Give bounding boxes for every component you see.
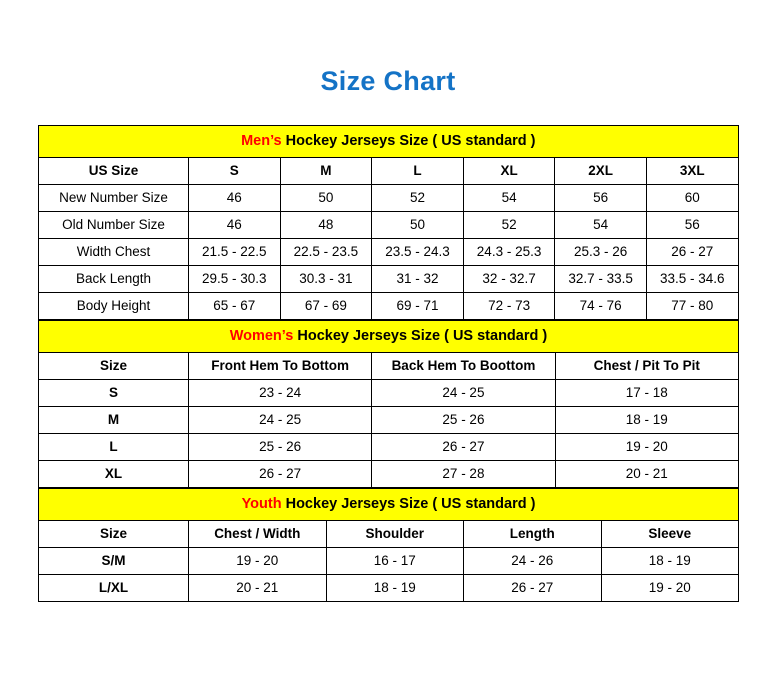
youth-heading-accent: Youth [241, 496, 282, 512]
mens-row-label: Width Chest [39, 239, 189, 266]
table-row [39, 212, 739, 239]
womens-row-label: L [39, 434, 189, 461]
youth-col-1: Chest / Width [189, 521, 327, 548]
mens-heading-cell [39, 126, 739, 158]
mens-cell: 69 - 71 [372, 293, 464, 320]
youth-col-2: Shoulder [326, 521, 464, 548]
womens-cell: 19 - 20 [555, 434, 738, 461]
womens-cell: 24 - 25 [189, 407, 372, 434]
mens-col-2: M [280, 158, 372, 185]
youth-cell: 20 - 21 [189, 575, 327, 602]
table-row [39, 407, 739, 434]
womens-heading-accent: Women’s [229, 328, 294, 344]
mens-cell: 56 [646, 212, 738, 239]
youth-heading-cell [39, 489, 739, 521]
youth-col-4: Sleeve [601, 521, 739, 548]
youth-cell: 26 - 27 [464, 575, 602, 602]
mens-cell: 54 [463, 185, 555, 212]
mens-cell: 33.5 - 34.6 [646, 266, 738, 293]
womens-cell: 25 - 26 [372, 407, 555, 434]
mens-cell: 22.5 - 23.5 [280, 239, 372, 266]
page-title: Size Chart [320, 66, 456, 96]
mens-cell: 52 [372, 185, 464, 212]
youth-column-header-row [39, 521, 739, 548]
mens-cell: 32.7 - 33.5 [555, 266, 647, 293]
mens-cell: 46 [189, 185, 281, 212]
mens-cell: 26 - 27 [646, 239, 738, 266]
youth-section-heading [39, 489, 739, 521]
mens-section-heading [39, 126, 739, 158]
table-row [39, 185, 739, 212]
womens-row-label: XL [39, 461, 189, 488]
mens-cell: 52 [463, 212, 555, 239]
youth-row-label: L/XL [39, 575, 189, 602]
table-row [39, 548, 739, 575]
womens-cell: 26 - 27 [372, 434, 555, 461]
mens-col-4: XL [463, 158, 555, 185]
mens-cell: 56 [555, 185, 647, 212]
womens-heading-cell [39, 321, 739, 353]
youth-cell: 19 - 20 [601, 575, 739, 602]
womens-cell: 17 - 18 [555, 380, 738, 407]
mens-heading-rest: Hockey Jerseys Size ( US standard ) [281, 133, 536, 149]
womens-size-table [38, 320, 739, 488]
table-row [39, 380, 739, 407]
youth-cell: 19 - 20 [189, 548, 327, 575]
youth-cell: 18 - 19 [601, 548, 739, 575]
table-row [39, 293, 739, 320]
mens-cell: 30.3 - 31 [280, 266, 372, 293]
womens-col-3: Chest / Pit To Pit [555, 353, 738, 380]
mens-cell: 54 [555, 212, 647, 239]
mens-cell: 31 - 32 [372, 266, 464, 293]
table-row [39, 575, 739, 602]
womens-cell: 18 - 19 [555, 407, 738, 434]
mens-cell: 25.3 - 26 [555, 239, 647, 266]
mens-cell: 29.5 - 30.3 [189, 266, 281, 293]
mens-cell: 60 [646, 185, 738, 212]
mens-cell: 74 - 76 [555, 293, 647, 320]
youth-col-0: Size [39, 521, 189, 548]
mens-cell: 67 - 69 [280, 293, 372, 320]
mens-col-3: L [372, 158, 464, 185]
table-row [39, 434, 739, 461]
table-row [39, 239, 739, 266]
womens-cell: 25 - 26 [189, 434, 372, 461]
womens-row-label: M [39, 407, 189, 434]
mens-cell: 24.3 - 25.3 [463, 239, 555, 266]
youth-cell: 16 - 17 [326, 548, 464, 575]
mens-cell: 23.5 - 24.3 [372, 239, 464, 266]
youth-cell: 24 - 26 [464, 548, 602, 575]
mens-col-0: US Size [39, 158, 189, 185]
mens-cell: 77 - 80 [646, 293, 738, 320]
youth-col-3: Length [464, 521, 602, 548]
mens-col-5: 2XL [555, 158, 647, 185]
mens-col-1: S [189, 158, 281, 185]
mens-cell: 72 - 73 [463, 293, 555, 320]
womens-col-2: Back Hem To Boottom [372, 353, 555, 380]
womens-heading-rest: Hockey Jerseys Size ( US standard ) [293, 328, 548, 344]
womens-row-label: S [39, 380, 189, 407]
mens-cell: 50 [372, 212, 464, 239]
womens-col-0: Size [39, 353, 189, 380]
mens-column-header-row [39, 158, 739, 185]
womens-section-heading [39, 321, 739, 353]
womens-cell: 24 - 25 [372, 380, 555, 407]
table-row [39, 461, 739, 488]
mens-cell: 32 - 32.7 [463, 266, 555, 293]
mens-row-label: New Number Size [39, 185, 189, 212]
mens-cell: 50 [280, 185, 372, 212]
mens-cell: 65 - 67 [189, 293, 281, 320]
youth-heading-rest: Hockey Jerseys Size ( US standard ) [281, 496, 536, 512]
womens-cell: 27 - 28 [372, 461, 555, 488]
mens-cell: 21.5 - 22.5 [189, 239, 281, 266]
mens-row-label: Back Length [39, 266, 189, 293]
mens-heading-accent: Men’s [241, 133, 282, 149]
mens-size-table [38, 125, 739, 320]
mens-cell: 48 [280, 212, 372, 239]
youth-size-table [38, 488, 739, 602]
womens-col-1: Front Hem To Bottom [189, 353, 372, 380]
mens-row-label: Body Height [39, 293, 189, 320]
womens-cell: 26 - 27 [189, 461, 372, 488]
youth-row-label: S/M [39, 548, 189, 575]
youth-cell: 18 - 19 [326, 575, 464, 602]
mens-col-6: 3XL [646, 158, 738, 185]
size-tables [38, 125, 738, 602]
womens-column-header-row [39, 353, 739, 380]
womens-cell: 23 - 24 [189, 380, 372, 407]
mens-cell: 46 [189, 212, 281, 239]
table-row [39, 266, 739, 293]
womens-cell: 20 - 21 [555, 461, 738, 488]
mens-row-label: Old Number Size [39, 212, 189, 239]
